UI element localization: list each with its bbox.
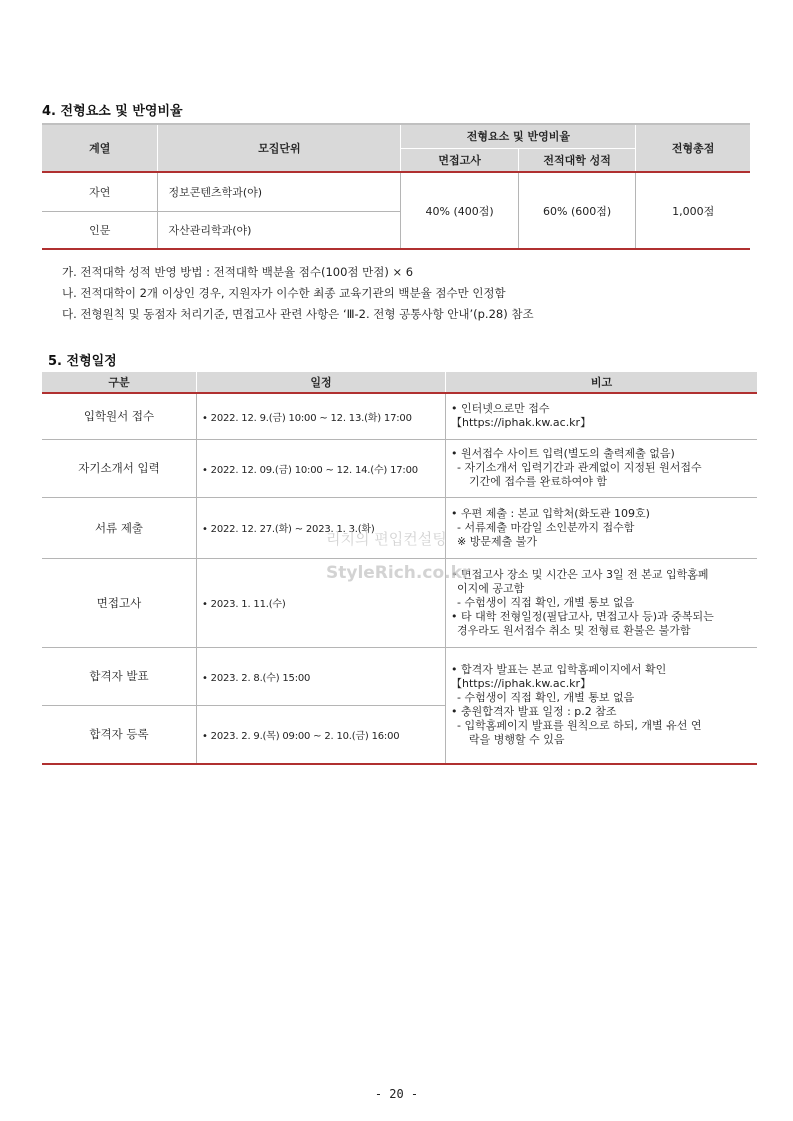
row-unit: 자산관리학과(야) [158, 211, 401, 249]
notes [62, 262, 534, 325]
grade-value: 60% (600점) [518, 172, 636, 249]
remark-line: • 우편 제출 : 본교 입학처(화도관 109호) [451, 506, 650, 520]
row-remarks [446, 497, 758, 558]
remark-line: 락을 병행할 수 있음 [469, 733, 565, 747]
header-category: 계열 [42, 124, 158, 172]
remark-line: - 수험생이 직접 확인, 개별 통보 없음 [457, 595, 635, 609]
row-date: • 2022. 12. 27.(화) ~ 2023. 1. 3.(화) [197, 497, 446, 558]
remark-line: - 입학홈페이지 발표를 원칙으로 하되, 개별 유선 연 [457, 719, 702, 733]
row-date: • 2023. 1. 11.(수) [197, 558, 446, 647]
row-category: 입학원서 접수 [83, 409, 155, 424]
note-item: 가. 전적대학 성적 반영 방법 : 전적대학 백분율 점수(100점 만점) × 6 [62, 265, 414, 279]
remark-line: • 충원합격자 발표 일정 : p.2 참조 [451, 705, 617, 719]
row-unit: 정보콘텐츠학과(야) [158, 172, 401, 211]
row-category: 인문 [42, 211, 158, 249]
header-remarks: 비고 [446, 372, 758, 393]
table-row [42, 393, 757, 439]
remark-line: - 자기소개서 입력기간과 관계없이 지정된 원서접수 [457, 461, 702, 474]
header-grade: 전적대학 성적 [518, 148, 636, 172]
total-value: 1,000점 [636, 172, 750, 249]
selection-elements-table [42, 123, 750, 250]
remark-line: - 수험생이 직접 확인, 개별 통보 없음 [457, 691, 635, 705]
remark-line: 기간에 접수를 완료하여야 함 [469, 475, 608, 488]
header-total: 전형총점 [636, 124, 750, 172]
row-date: • 2023. 2. 9.(목) 09:00 ~ 2. 10.(금) 16:00 [197, 705, 446, 764]
header-category: 구분 [42, 372, 197, 393]
header-date: 일정 [197, 372, 446, 393]
note-item: 나. 전적대학이 2개 이상인 경우, 지원자가 이수한 최종 교육기관의 백분율 점수만 인정함 [62, 286, 506, 300]
row-category: 면접고사 [42, 558, 197, 647]
row-remarks [446, 439, 758, 497]
row-remarks [446, 393, 758, 439]
row-category: 자연 [42, 172, 158, 211]
remark-line: ※ 방문제출 불가 [457, 534, 537, 548]
watermark-text: 리치의 편입컨설팅 [326, 530, 447, 548]
remark-line: 【https://iphak.kw.ac.kr】 [451, 416, 592, 430]
row-date: • 2023. 2. 8.(수) 15:00 [197, 647, 446, 705]
remark-line: - 서류제출 마감일 소인분까지 접수함 [457, 520, 635, 534]
table-row [42, 439, 757, 497]
header-elements: 전형요소 및 반영비율 [401, 124, 636, 148]
remark-line: • 면접고사 장소 및 시간은 고사 3일 전 본교 입학홈페 [451, 567, 709, 581]
remark-line: 경우라도 원서접수 취소 및 전형료 환불은 불가함 [457, 623, 691, 637]
remark-line: • 타 대학 전형일정(필답고사, 면접고사 등)과 중복되는 [451, 609, 714, 623]
header-unit: 모집단위 [158, 124, 401, 172]
header-interview: 면접고사 [401, 148, 519, 172]
row-date: • 2022. 12. 9.(금) 10:00 ~ 12. 13.(화) 17:00 [197, 393, 446, 439]
note-item: 다. 전형원칙 및 동점자 처리기준, 면접고사 관련 사항은 ‘Ⅲ-2. 전형 공통사항 안내’(p.28) 참조 [62, 307, 534, 321]
merged-remarks [446, 647, 758, 764]
remark-line: • 원서접수 사이트 입력(별도의 출력제출 없음) [451, 447, 675, 460]
watermark-logo: StyleRich.co.kr [326, 563, 471, 583]
row-date: • 2022. 12. 09.(금) 10:00 ~ 12. 14.(수) 17:00 [197, 439, 446, 497]
row-category: 합격자 등록 [42, 705, 197, 764]
interview-value: 40% (400점) [401, 172, 519, 249]
table-row [42, 647, 757, 705]
remark-line: 【https://iphak.kw.ac.kr】 [451, 677, 592, 691]
page-number: - 20 - [374, 1087, 419, 1101]
section4-title: 4. 전형요소 및 반영비율 [42, 104, 183, 119]
section5-title: 5. 전형일정 [48, 354, 117, 369]
remark-line: • 인터넷으로만 접수 [451, 402, 550, 416]
row-category: 합격자 발표 [42, 647, 197, 705]
row-category: 자기소개서 입력 [42, 439, 197, 497]
remark-line: • 합격자 발표는 본교 입학홈페이지에서 확인 [451, 663, 667, 677]
remark-line: 이지에 공고함 [457, 581, 525, 595]
row-category: 서류 제출 [42, 497, 197, 558]
row-remarks [446, 558, 758, 647]
